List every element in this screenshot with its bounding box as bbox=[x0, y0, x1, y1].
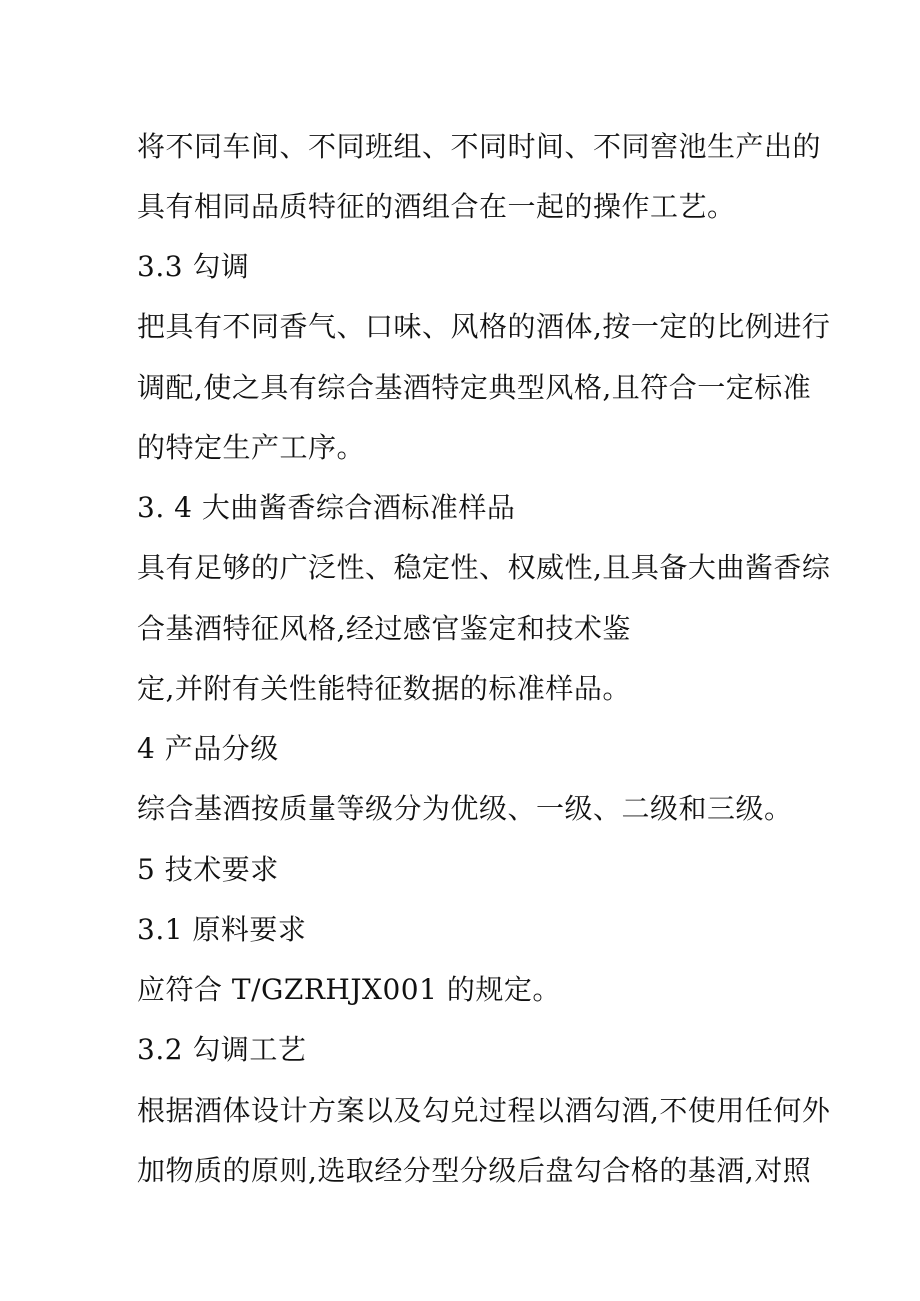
paragraph-line: 将不同车间、不同班组、不同时间、不同窖池生产出的 bbox=[137, 130, 822, 163]
section-heading-3-1: 3.1 原料要求 bbox=[137, 913, 307, 946]
paragraph-line: 加物质的原则,选取经分型分级后盘勾合格的基酒,对照 bbox=[137, 1154, 812, 1187]
paragraph-line: 综合基酒按质量等级分为优级、一级、二级和三级。 bbox=[137, 792, 793, 825]
paragraph-line: 把具有不同香气、口味、风格的酒体,按一定的比例进行 bbox=[137, 310, 831, 343]
paragraph-line: 的特定生产工序。 bbox=[137, 431, 366, 464]
paragraph-line: 根据酒体设计方案以及勾兑过程以酒勾酒,不使用任何外 bbox=[137, 1094, 831, 1127]
section-heading-3-3: 3.3 勾调 bbox=[137, 250, 250, 283]
paragraph-line: 应符合 T/GZRHJX001 的规定。 bbox=[137, 973, 561, 1006]
section-heading-3-4: 3. 4 大曲酱香综合酒标准样品 bbox=[137, 491, 516, 524]
section-heading-5: 5 技术要求 bbox=[137, 853, 279, 886]
paragraph-line: 调配,使之具有综合基酒特定典型风格,且符合一定标准 bbox=[137, 371, 812, 404]
paragraph-line: 具有相同品质特征的酒组合在一起的操作工艺。 bbox=[137, 190, 736, 223]
paragraph-line: 具有足够的广泛性、稳定性、权威性,且具备大曲酱香综 bbox=[137, 551, 831, 584]
section-heading-3-2: 3.2 勾调工艺 bbox=[137, 1033, 307, 1066]
paragraph-line: 合基酒特征风格,经过感官鉴定和技术鉴 bbox=[137, 612, 631, 645]
paragraph-line: 定,并附有关性能特征数据的标准样品。 bbox=[137, 672, 631, 705]
section-heading-4: 4 产品分级 bbox=[137, 732, 279, 765]
